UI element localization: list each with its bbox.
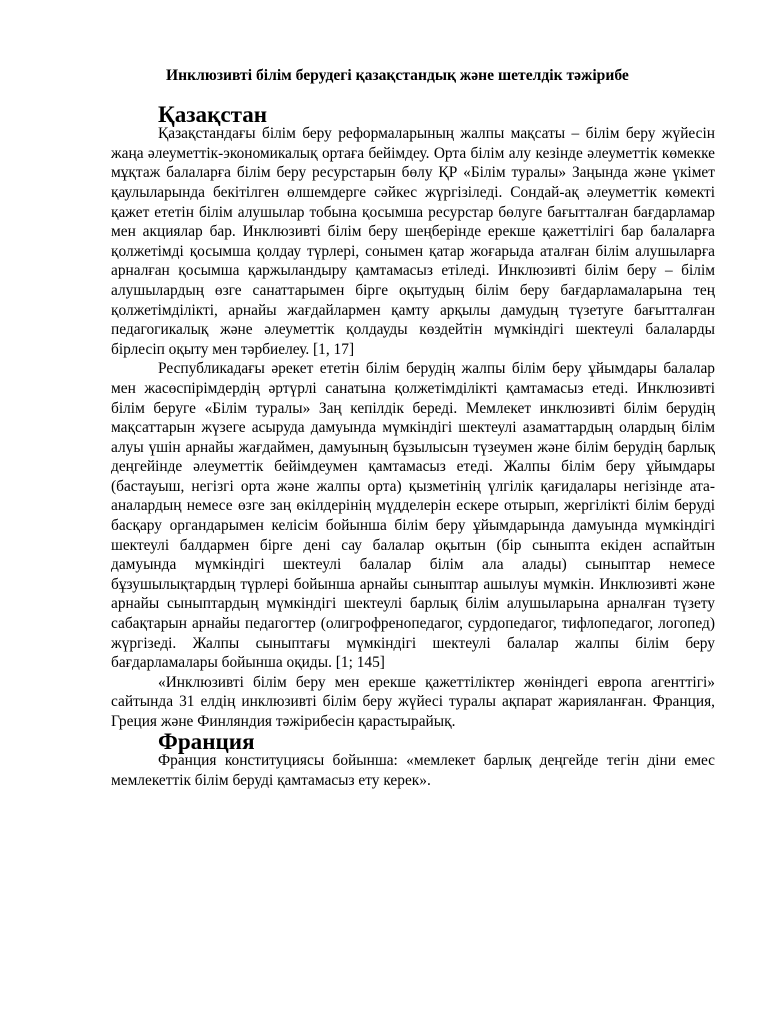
section-kazakhstan (111, 100, 715, 732)
section-france (111, 727, 715, 791)
document-title: Инклюзивті білім берудегі қазақстандық және шетелдік тәжірибе (166, 67, 629, 84)
paragraph: Қазақстандағы білім беру реформаларының жалпы мақсаты – білім беру жүйесін жаңа әлеуметтік-экономикалық ортаға бейімдеу. Орта білім алу кезінде әлеуметтік көмекке мұқтаж балаларға білім беру ресурстарын бөлу ҚР «Білім туралы» Заңында және үкімет қаулыларында бекітілген өлшемдерге сәйкес жүргізіледі. Сондай-ақ әлеуметтік көмекті қажет ететін білім алушылар тобына қосымша ресурстар бөлуге бағытталған бағдарламар мен акциялар бар. Инклюзивті білім беру шеңберінде ерекше қажеттілігі бар балаларға қолжетімді қосымша қолдау түрлері, сонымен қатар жоғарыда аталған білім алушыларға арналған қосымша қаржыландыру қамтамасыз етіледі. Инклюзивті білім беру – білім алушылардың өзге санаттарымен бірге оқытудың білім беру бағдарламаларына тең қолжетімділікті, арнайы жағдайлармен қамту арқылы дамудың түзетуге бағытталған педагогикалық және әлеуметтік қолдауды көздейтін мүмкіндігі шектеулі балаларды бірлесіп оқыту мен тәрбиелеу. [1, 17] (111, 125, 715, 358)
section-heading: Франция (158, 727, 255, 754)
paragraph: «Инклюзивті білім беру мен ерекше қажеттіліктер жөніндегі европа агенттігі» сайтында 31 елдің инклюзивті білім беру жүйесі туралы ақпарат жарияланған. Франция, Греция және Финляндия тәжірибесін қарастырайық. (111, 673, 715, 730)
paragraph: Франция конституциясы бойынша: «мемлекет барлық деңгейде тегін діни емес мемлекеттік білім беруді қамтамасыз ету керек». (111, 752, 715, 789)
paragraph: Республикадағы әрекет ететін білім берудің жалпы білім беру ұйымдары балалар мен жасөспірімдердің әртүрлі санатына қолжетімділікті қамтамасыз етеді. Инклюзивті білім беруге «Білім туралы» Заң кепілдік береді. Мемлекет инклюзивті білім берудің мақсаттарын жүзеге асыруда дамуында мүмкіндігі шектеулі азаматтардың олардың білім алуы үшін арнайы жағдаймен, дамуының бұзылысын түзеумен және білім берудің барлық деңгейінде әлеуметтік бейімдеумен қамтамасыз етеді. Жалпы білім беру ұйымдары (бастауыш, негізгі орта және жалпы орта) қызметінің үлгілік қағидалары негізінде ата-аналардың немесе өзге заң өкілдерінің мүдделерін ескере отырып, жергілікті білім беруді басқару органдарымен келісім бойынша білім беру ұйымдарында дамуында мүмкіндігі шектеулі балдармен бірге дені сау балалар оқытын (бір сыныпта екіден аспайтын дамуында мүмкіндігі шектеулі балалар білім ала алады) сыныптар немесе бұзушылықтардың түрлері бойынша арнайы сыныптар ашылуы мүмкін. Инклюзивті және арнайы сыныптардың мүмкіндігі шектеулі барлық білім алушыларына арналған түзету сабақтарын арнайы педагогтер (олигрофренопедагог, сурдопедагог, тифлопедагог, логопед) жүргізеді. Жалпы сыныптағы мүмкіндігі шектеулі балалар жалпы білім беру бағдарламалары бойынша оқиды. [1; 145] (111, 360, 715, 672)
document-page (111, 66, 715, 790)
section-heading: Қазақстан (158, 100, 268, 127)
